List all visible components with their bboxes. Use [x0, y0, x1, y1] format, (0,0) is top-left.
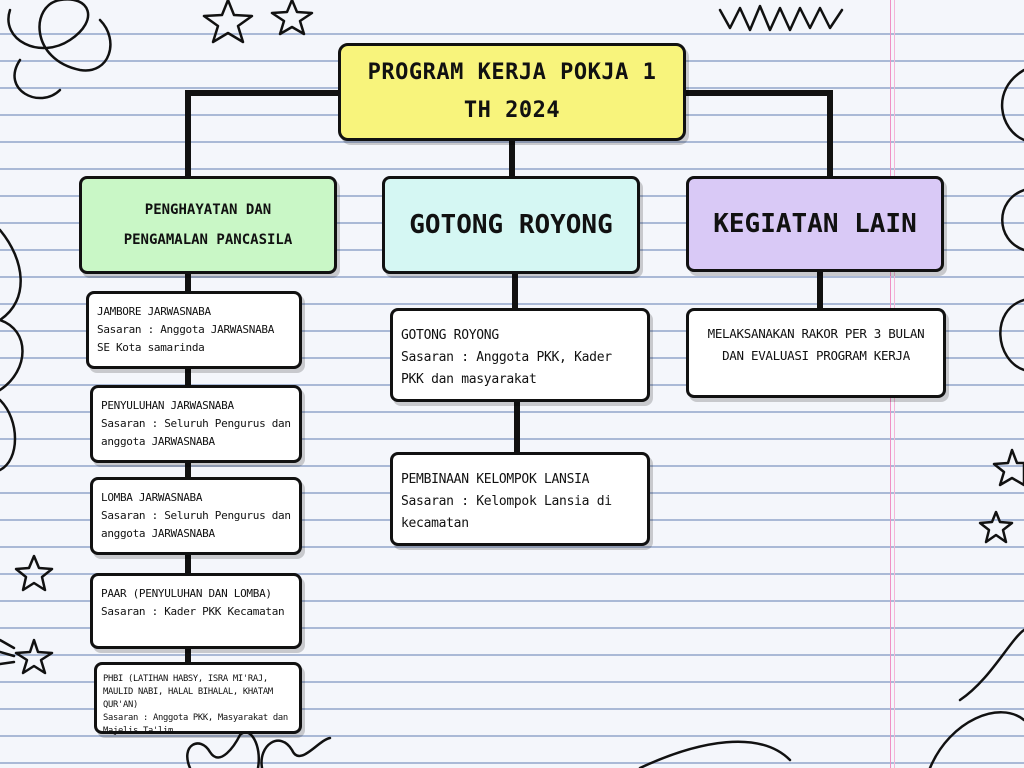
- program-label: LOMBA JARWASNABA: [101, 491, 203, 504]
- program-target: Sasaran : Anggota JARWASNABA SE Kota samarinda: [97, 323, 275, 354]
- category-gotong-royong: [382, 176, 640, 274]
- category-label-line2: PENGAMALAN PANCASILA: [123, 232, 293, 248]
- chart-title-box: [338, 43, 686, 141]
- program-item-paar: [90, 573, 302, 649]
- program-label: JAMBORE JARWASNABA: [97, 305, 211, 318]
- category-label: KEGIATAN LAIN: [713, 209, 917, 239]
- program-target: Sasaran : Kelompok Lansia di kecamatan: [401, 494, 612, 531]
- program-label: PHBI (LATIHAN HABSY, ISRA MI'RAJ, MAULID NABI, HALAL BIHALAL, KHATAM QUR'AN): [103, 674, 273, 710]
- category-label-line1: PENGHAYATAN DAN: [144, 202, 272, 218]
- program-item-penyuluhan: [90, 385, 302, 463]
- program-item-lansia: [390, 452, 650, 546]
- program-item-jambore: [86, 291, 302, 369]
- program-target: Sasaran : Seluruh Pengurus dan anggota JARWASNABA: [101, 509, 291, 540]
- program-item-lomba: [90, 477, 302, 555]
- program-label: PEMBINAAN KELOMPOK LANSIA: [401, 472, 590, 487]
- program-label: GOTONG ROYONG: [401, 328, 499, 343]
- program-label: PENYULUHAN JARWASNABA: [101, 399, 234, 412]
- category-label: GOTONG ROYONG: [409, 210, 613, 240]
- chart-title-line1: PROGRAM KERJA POKJA 1: [367, 60, 657, 85]
- program-target: Sasaran : Kader PKK Kecamatan: [101, 605, 285, 618]
- program-target: Sasaran : Anggota PKK, Kader PKK dan masyarakat: [401, 350, 612, 387]
- category-pancasila: [79, 176, 337, 274]
- program-item-rakor: [686, 308, 946, 398]
- program-target: Sasaran : Anggota PKK, Masyarakat dan Majelis Ta'lim: [103, 713, 288, 736]
- program-label: PAAR (PENYULUHAN DAN LOMBA): [101, 587, 272, 600]
- chart-title-line2: TH 2024: [463, 98, 561, 123]
- category-kegiatan-lain: [686, 176, 944, 272]
- program-item-gotong-royong: [390, 308, 650, 402]
- program-item-phbi: [94, 662, 302, 734]
- connector-title-right: [686, 93, 830, 176]
- program-target: Sasaran : Seluruh Pengurus dan anggota JARWASNABA: [101, 417, 291, 448]
- connector-title-left: [188, 93, 338, 176]
- program-label: MELAKSANAKAN RAKOR PER 3 BULAN DAN EVALUASI PROGRAM KERJA: [707, 326, 925, 363]
